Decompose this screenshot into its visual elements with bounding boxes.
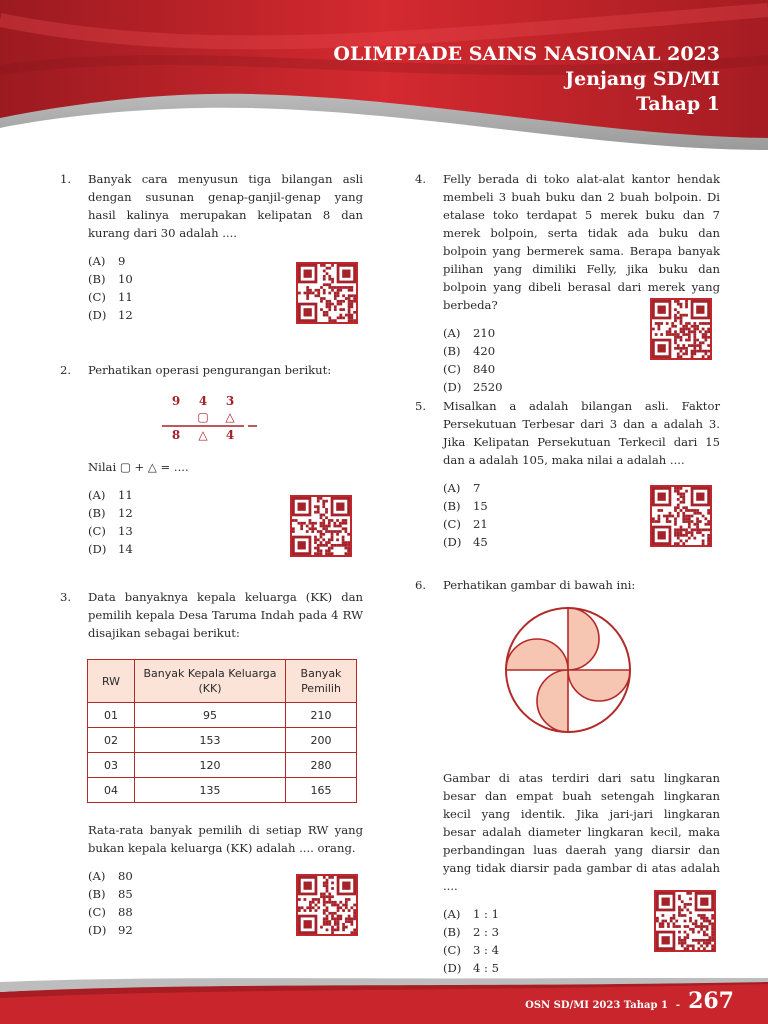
option-value: 7 bbox=[473, 481, 481, 495]
option-letter: (B) bbox=[88, 272, 106, 286]
qr-code-icon[interactable] bbox=[296, 262, 358, 324]
question-prompt: Nilai ▢ + △ = .... bbox=[88, 460, 189, 474]
question-2 bbox=[60, 361, 363, 379]
table-cell: 02 bbox=[88, 728, 135, 753]
header-line1: OLIMPIADE SAINS NASIONAL 2023 bbox=[333, 43, 720, 65]
digit: 3 bbox=[225, 394, 235, 408]
page-number: 267 bbox=[688, 988, 734, 1014]
question-number: 3. bbox=[60, 590, 72, 604]
question-6 bbox=[415, 576, 720, 594]
option-value: 80 bbox=[118, 869, 133, 883]
table-cell: 03 bbox=[88, 753, 135, 778]
option-letter: (C) bbox=[443, 517, 461, 531]
data-table-wrap bbox=[87, 659, 357, 803]
header-line2: Jenjang SD/MI bbox=[565, 68, 720, 90]
option-letter: (A) bbox=[88, 869, 106, 883]
triangle-symbol: △ bbox=[198, 428, 208, 442]
shaded-semicircle bbox=[506, 639, 568, 670]
qr-code-icon[interactable] bbox=[650, 485, 712, 547]
column-header: Banyak Kepala Keluarga (KK) bbox=[135, 660, 286, 703]
option-value: 2 : 3 bbox=[473, 925, 500, 939]
option-letter: (A) bbox=[88, 254, 106, 268]
option-value: 12 bbox=[118, 308, 133, 322]
option-letter: (B) bbox=[443, 344, 461, 358]
question-number: 5. bbox=[415, 399, 427, 413]
table-cell: 200 bbox=[286, 728, 357, 753]
table-row bbox=[88, 728, 357, 753]
digit: 4 bbox=[198, 394, 208, 408]
table-header-row bbox=[88, 660, 357, 703]
option-letter: (C) bbox=[88, 524, 106, 538]
option-letter: (C) bbox=[88, 290, 106, 304]
table-row bbox=[88, 703, 357, 728]
table-cell: 165 bbox=[286, 778, 357, 803]
option-letter: (C) bbox=[88, 905, 106, 919]
column-header: RW bbox=[88, 660, 135, 703]
option-letter: (A) bbox=[443, 907, 461, 921]
option-letter: (D) bbox=[443, 961, 462, 975]
option-value: 11 bbox=[118, 488, 133, 502]
option-letter: (D) bbox=[443, 535, 462, 549]
option-value: 420 bbox=[473, 344, 496, 358]
triangle-symbol: △ bbox=[225, 410, 235, 424]
option-value: 45 bbox=[473, 535, 488, 549]
option-letter: (B) bbox=[88, 887, 106, 901]
question-text: Misalkan a adalah bilangan asli. Faktor Persekutuan Terbesar dari 3 dan a adalah 3. Jika Kelipatan Persekutuan Terkecil dari 15 dan a adalah 105, maka nilai a adalah .... bbox=[443, 399, 720, 467]
option-value: 840 bbox=[473, 362, 496, 376]
question-text: Perhatikan operasi pengurangan berikut: bbox=[88, 363, 332, 377]
question-text: Felly berada di toko alat-alat kantor hendak membeli 3 buah buku dan 2 buah bolpoin. Di etalase toko terdapat 5 merek buku dan 7 merek bolpoin, serta tidak ada buku dan bolpoin yang bermerek sama. Berapa banyak pilihan yang dimiliki Felly, jika buku dan bolpoin yang dibeli berasal dari merek yang berbeda? bbox=[443, 172, 720, 312]
question-number: 6. bbox=[415, 578, 427, 592]
qr-code-icon[interactable] bbox=[296, 874, 358, 936]
question-3 bbox=[60, 588, 363, 642]
option-letter: (D) bbox=[88, 308, 107, 322]
qr-code-icon[interactable] bbox=[650, 298, 712, 360]
option-value: 12 bbox=[118, 506, 133, 520]
option-value: 3 : 4 bbox=[473, 943, 500, 957]
table-row bbox=[88, 778, 357, 803]
option-d[interactable] bbox=[443, 959, 720, 977]
square-symbol: ▢ bbox=[197, 410, 209, 424]
option-value: 11 bbox=[118, 290, 133, 304]
table-cell: 135 bbox=[135, 778, 286, 803]
table-row bbox=[88, 753, 357, 778]
table-cell: 04 bbox=[88, 778, 135, 803]
table-cell: 280 bbox=[286, 753, 357, 778]
digit: 8 bbox=[171, 428, 181, 442]
question-number: 2. bbox=[60, 363, 72, 377]
option-letter: (C) bbox=[443, 943, 461, 957]
question-text: Gambar di atas terdiri dari satu lingkaran besar dan empat buah setengah lingkaran kecil yang identik. Jika jari-jari lingkaran besar adalah diameter lingkaran kecil, maka perbandingan luas daerah yang diarsir dan yang tidak diarsir pada gambar di atas adalah .... bbox=[443, 771, 720, 893]
option-value: 85 bbox=[118, 887, 133, 901]
header-line3: Tahap 1 bbox=[636, 93, 720, 115]
data-table bbox=[87, 659, 357, 803]
option-letter: (B) bbox=[443, 499, 461, 513]
option-value: 2520 bbox=[473, 380, 503, 394]
option-letter: (B) bbox=[88, 506, 106, 520]
footer-label: OSN SD/MI 2023 Tahap 1 bbox=[525, 1000, 668, 1011]
option-letter: (D) bbox=[443, 380, 462, 394]
option-letter: (B) bbox=[443, 925, 461, 939]
table-cell: 153 bbox=[135, 728, 286, 753]
footer-separator: - bbox=[675, 1000, 681, 1011]
option-d[interactable] bbox=[443, 378, 720, 396]
option-letter: (C) bbox=[443, 362, 461, 376]
shaded-semicircle bbox=[537, 670, 568, 732]
subtraction-figure bbox=[160, 393, 260, 443]
question-number: 1. bbox=[60, 172, 72, 186]
option-letter: (D) bbox=[88, 923, 107, 937]
option-value: 15 bbox=[473, 499, 488, 513]
option-value: 9 bbox=[118, 254, 126, 268]
option-letter: (A) bbox=[443, 481, 461, 495]
option-letter: (A) bbox=[88, 488, 106, 502]
qr-code-icon[interactable] bbox=[290, 495, 352, 557]
circle-figure bbox=[503, 605, 633, 735]
question-text: Banyak cara menyusun tiga bilangan asli dengan susunan genap-ganjil-genap yang hasil kalinya merupakan kelipatan 8 dan kurang dari 30 adalah .... bbox=[88, 172, 363, 240]
option-c[interactable] bbox=[443, 360, 720, 378]
option-value: 21 bbox=[473, 517, 488, 531]
table-cell: 210 bbox=[286, 703, 357, 728]
question-4 bbox=[415, 170, 720, 396]
table-cell: 120 bbox=[135, 753, 286, 778]
question-text: Perhatikan gambar di bawah ini: bbox=[443, 578, 636, 592]
option-value: 10 bbox=[118, 272, 133, 286]
column-header: Banyak Pemilih bbox=[286, 660, 357, 703]
footer-text bbox=[525, 988, 734, 1014]
option-value: 14 bbox=[118, 542, 133, 556]
option-letter: (D) bbox=[88, 542, 107, 556]
option-value: 4 : 5 bbox=[473, 961, 500, 975]
question-number: 4. bbox=[415, 172, 427, 186]
table-cell: 01 bbox=[88, 703, 135, 728]
digit: 4 bbox=[225, 428, 235, 442]
option-value: 210 bbox=[473, 326, 496, 340]
shaded-semicircle bbox=[568, 608, 599, 670]
option-letter: (A) bbox=[443, 326, 461, 340]
table-cell: 95 bbox=[135, 703, 286, 728]
header-title bbox=[333, 42, 720, 117]
option-value: 13 bbox=[118, 524, 133, 538]
option-value: 1 : 1 bbox=[473, 907, 500, 921]
option-value: 88 bbox=[118, 905, 133, 919]
question-text: Rata-rata banyak pemilih di setiap RW yang bukan kepala keluarga (KK) adalah .... orang. bbox=[88, 823, 363, 855]
digit: 9 bbox=[171, 394, 181, 408]
shaded-semicircle bbox=[568, 670, 630, 701]
option-value: 92 bbox=[118, 923, 133, 937]
qr-code-icon[interactable] bbox=[654, 890, 716, 952]
question-text: Data banyaknya kepala keluarga (KK) dan pemilih kepala Desa Taruma Indah pada 4 RW disajikan sebagai berikut: bbox=[88, 590, 363, 640]
